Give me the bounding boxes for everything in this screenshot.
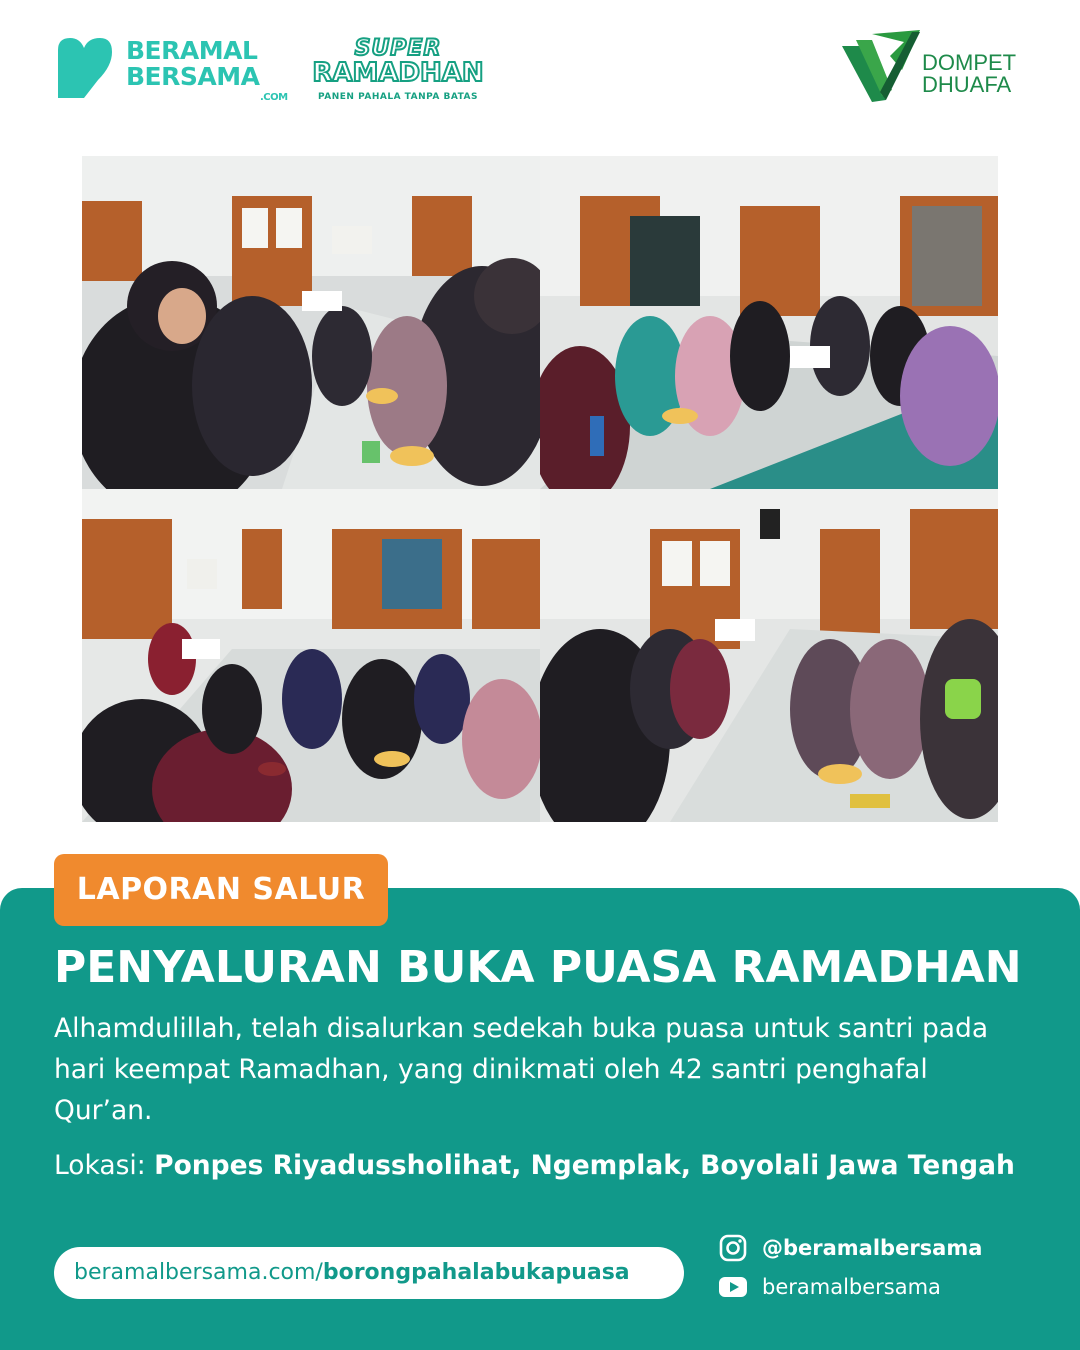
super-logo-line1: SUPER	[354, 36, 442, 61]
beramal-logo-line3: .COM	[260, 92, 288, 103]
youtube-link[interactable]	[718, 1271, 941, 1301]
photo-bottom-right	[540, 489, 998, 822]
instagram-icon	[718, 1233, 748, 1263]
super-logo-line2: RAMADHAN	[312, 58, 484, 88]
dompet-logo-line2: DHUAFA	[922, 72, 1012, 97]
youtube-handle: beramalbersama	[762, 1275, 941, 1299]
url-path: borongpahalabukapuasa	[322, 1260, 630, 1285]
beramal-bersama-logo	[54, 34, 288, 104]
photo-top-left	[82, 156, 540, 489]
photo-bottom-left	[82, 489, 540, 822]
super-logo-tagline: PANEN PAHALA TANPA BATAS	[318, 92, 478, 102]
photo-collage	[82, 156, 998, 822]
instagram-link[interactable]	[718, 1232, 982, 1262]
location-label: Lokasi:	[54, 1150, 155, 1181]
dompet-logo-line1: DOMPET	[922, 50, 1017, 75]
youtube-icon	[718, 1272, 748, 1302]
dompet-dhuafa-logo	[842, 30, 1042, 106]
instagram-handle: @beramalbersama	[762, 1236, 983, 1260]
photo-top-right	[540, 156, 998, 489]
dompet-dhuafa-mark-icon	[842, 30, 922, 104]
report-location	[54, 1146, 1024, 1186]
location-value: Ponpes Riyadussholihat, Ngemplak, Boyolali Jawa Tengah	[154, 1150, 1015, 1181]
url-prefix: beramalbersama.com/	[74, 1260, 323, 1285]
heart-logo-icon	[54, 36, 114, 100]
report-title: PENYALURAN BUKA PUASA RAMADHAN	[54, 942, 1022, 993]
report-badge: LAPORAN SALUR	[54, 854, 388, 926]
super-ramadhan-logo	[310, 36, 486, 106]
beramal-logo-line2: BERSAMA	[126, 62, 260, 91]
report-description: Alhamdulillah, telah disalurkan sedekah buka puasa untuk santri pada hari keempat Ramadhan, yang dinikmati oleh 42 santri penghafal Qur’an.	[54, 1013, 989, 1126]
beramal-logo-line1: BERAMAL	[126, 36, 258, 65]
donation-url-link[interactable]	[54, 1247, 684, 1299]
